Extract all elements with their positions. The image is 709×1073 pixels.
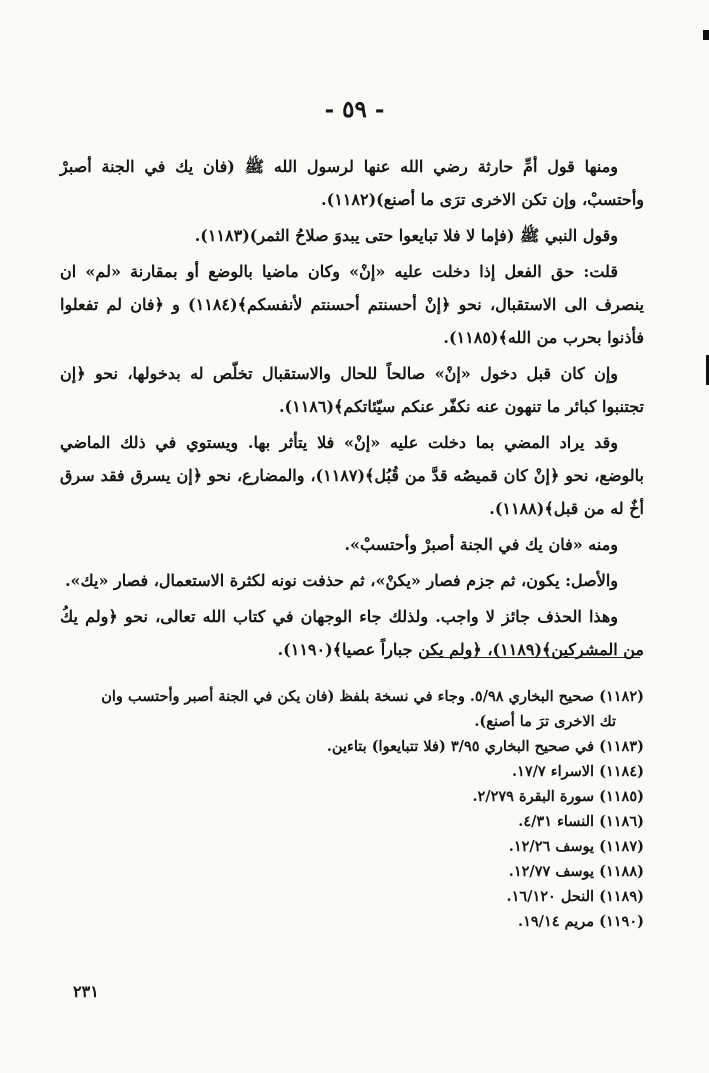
paragraph: وقول النبي ﷺ (فإما لا فلا تبايعوا حتى يبدوَ صلاحُ الثمر)(١١٨٣). bbox=[194, 226, 618, 245]
paragraph: وإن كان قبل دخول «إنْ» صالحاً للحال والاستقبال تخلّص له بدخولها، نحو ﴿إن تجتنبوا كبائر ما تنهون عنه نكفّر عنكم سيّئاتكم﴾(١١٨٦). bbox=[60, 364, 644, 416]
footnote-item: (١١٨٨) يوسف ١٢/٧٧. bbox=[508, 863, 644, 880]
footnote-item: (١١٨٧) يوسف ١٢/٢٦. bbox=[508, 838, 644, 855]
scan-edge-mark bbox=[703, 30, 709, 40]
footnote-separator bbox=[423, 657, 640, 658]
footnote-continuation: تك الاخرى ترَ ما أصنع). bbox=[474, 713, 616, 730]
main-text bbox=[60, 150, 644, 669]
paragraph: والأصل: يكون، ثم جزم فصار «يكنْ»، ثم حذفت نونه لكثرة الاستعمال، فصار «يك». bbox=[64, 571, 618, 590]
paragraph: وقد يراد المضي بما دخلت عليه «إنْ» فلا يتأثر بها. ويستوي في ذلك الماضي بالوضع، نحو ﴿إنْ كان قميصُه قدَّ من قُبُل﴾(١١٨٧)، والمضارع، نحو ﴿إن يسرق فقد سرق أخٌ له من قبل﴾(١١٨٨). bbox=[60, 433, 644, 518]
footnotes bbox=[60, 684, 644, 934]
page-number: - ٥٩ - bbox=[324, 96, 385, 123]
paragraph: ومنه «فان يك في الجنة أصبرْ وأحتسبْ». bbox=[344, 535, 618, 554]
paragraph: قلت: حق الفعل إذا دخلت عليه «إنْ» وكان ماضيا بالوضع أو بمقارنة «لم» ان ينصرف الى الاستقبال، نحو ﴿إنْ أحسنتم أحسنتم لأنفسكم﴾(١١٨٤) و ﴿فان لم تفعلوا فأذنوا بحرب من الله﴾(١١٨٥). bbox=[60, 262, 644, 347]
paragraph: ومنها قول أمِّ حارثة رضي الله عنها لرسول الله ﷺ (فان يك في الجنة أصبرْ وأحتسبْ، وإن تكن الاخرى ترَى ما أصنع)(١١٨٢). bbox=[60, 157, 644, 209]
footnote-item: (١١٨٩) النحل ١٦/١٢٠. bbox=[506, 888, 644, 905]
footnote-item: (١١٨٦) النساء ٤/٣١. bbox=[518, 813, 644, 830]
footnote-item: (١١٨٣) في صحيح البخاري ٣/٩٥ (فلا تتبايعوا) بتاءين. bbox=[326, 738, 644, 755]
paragraph: وهذا الحذف جائز لا واجب. ولذلك جاء الوجهان في كتاب الله تعالى، نحو ﴿ولم يكُ من المشركين﴾(١١٨٩)، ﴿ولم يكن جباراً عصيا﴾(١١٩٠). bbox=[60, 607, 644, 659]
footnote-item: (١١٨٥) سورة البقرة ٢/٢٧٩. bbox=[472, 788, 644, 805]
footer-page-number: ٢٣١ bbox=[73, 982, 99, 1001]
footnote-item: (١١٨٤) الاسراء ١٧/٧. bbox=[511, 763, 644, 780]
footnote-item: (١١٨٢) صحيح البخاري ٥/٩٨. وجاء في نسخة بلفظ (فان يكن في الجنة أصبر وأحتسب وان bbox=[101, 688, 644, 705]
footnote-item: (١١٩٠) مريم ١٩/١٤. bbox=[518, 913, 644, 930]
